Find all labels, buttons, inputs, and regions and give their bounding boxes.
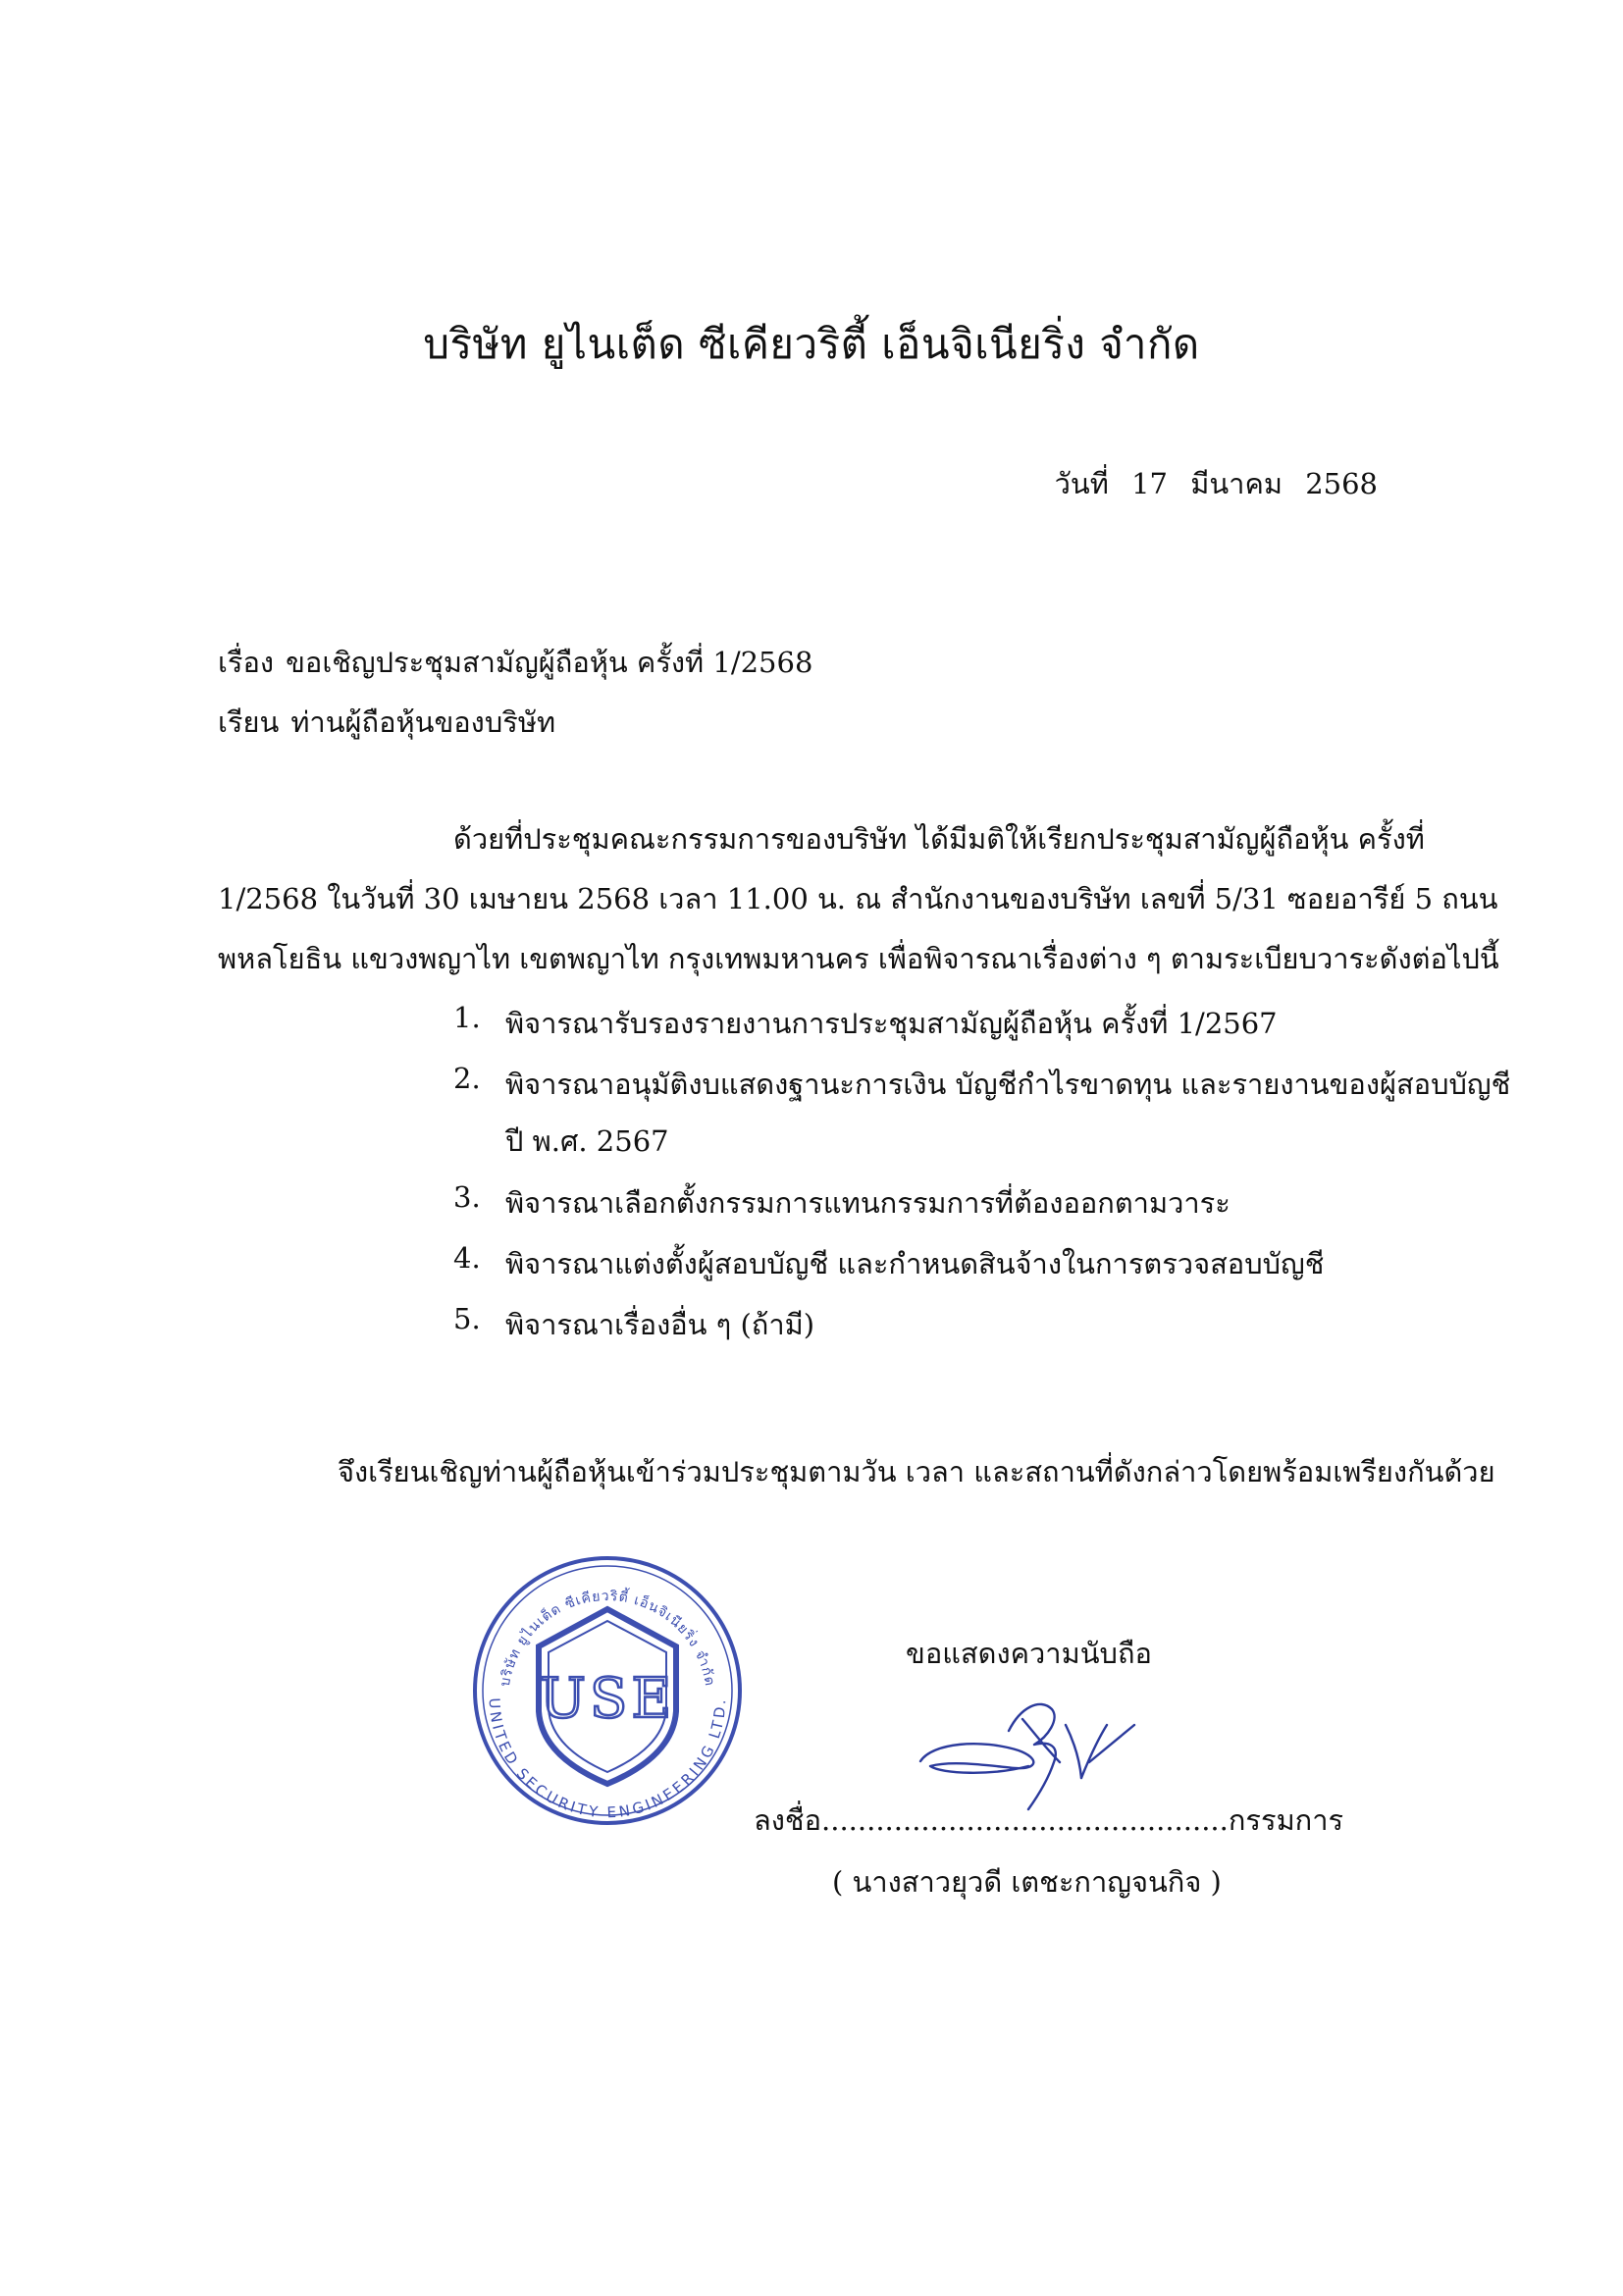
signature-line: ลงชื่อ.............................................กรรมการ — [754, 1803, 1344, 1837]
regards-text: ขอแสดงความนับถือ — [906, 1637, 1152, 1670]
letter-date — [1055, 461, 1378, 506]
handwritten-signature-icon — [913, 1668, 1148, 1815]
agenda-item-continuation: ปี พ.ศ. 2567 — [505, 1124, 669, 1158]
subject-label: เรื่อง — [218, 646, 275, 679]
body-paragraph-line: ด้วยที่ประชุมคณะกรรมการของบริษัท ได้มีมติให้เรียกประชุมสามัญผู้ถือหุ้น ครั้งที่ — [453, 822, 1425, 856]
signer-name: ( นางสาวยุวดี เตชะกาญจนกิจ ) — [832, 1865, 1222, 1899]
agenda-item: พิจารณารับรองรายงานการประชุมสามัญผู้ถือหุ้น ครั้งที่ 1/2567 — [505, 1007, 1278, 1040]
seal-logo-text: USE — [539, 1667, 676, 1731]
agenda-item: พิจารณาอนุมัติงบแสดงฐานะการเงิน บัญชีกำไรขาดทุน และรายงานของผู้สอบบัญชี — [505, 1068, 1511, 1101]
subject-line — [218, 640, 812, 685]
date-month: มีนาคม — [1190, 467, 1283, 500]
body-paragraph-line: พหลโยธิน แขวงพญาไท เขตพญาไท กรุงเทพมหานคร เพื่อพิจารณาเรื่องต่าง ๆ ตามระเบียบวาระดังต่อไปนี้ — [218, 942, 1499, 975]
salutation-text: ท่านผู้ถือหุ้นของบริษัท — [290, 705, 556, 739]
agenda-number: 2. — [453, 1062, 481, 1095]
seal-top-text: บริษัท ยูไนเต็ด ซีเคียวริตี้ เอ็นจิเนียริ่ง จำกัด — [497, 1588, 718, 1689]
body-paragraph-line: 1/2568 ในวันที่ 30 เมษายน 2568 เวลา 11.00 น. ณ สำนักงานของบริษัท เลขที่ 5/31 ซอยอารีย์ 5 ถนน — [218, 882, 1498, 915]
agenda-number: 1. — [453, 1001, 481, 1034]
subject-text: ขอเชิญประชุมสามัญผู้ถือหุ้น ครั้งที่ 1/2568 — [286, 646, 813, 679]
agenda-item: พิจารณาเรื่องอื่น ๆ (ถ้ามี) — [505, 1308, 815, 1341]
date-year: 2568 — [1305, 467, 1378, 500]
date-prefix: วันที่ — [1054, 467, 1109, 500]
agenda-number: 3. — [453, 1180, 481, 1214]
date-day: 17 — [1131, 467, 1168, 500]
company-seal-icon — [469, 1552, 746, 1829]
company-name: บริษัท ยูไนเต็ด ซีเคียวริตี้ เอ็นจิเนียริ่ง จำกัด — [423, 320, 1200, 368]
closing-paragraph: จึงเรียนเชิญท่านผู้ถือหุ้นเข้าร่วมประชุมตามวัน เวลา และสถานที่ดังกล่าวโดยพร้อมเพรียงกันด้วย — [338, 1455, 1495, 1488]
agenda-item: พิจารณาแต่งตั้งผู้สอบบัญชี และกำหนดสินจ้างในการตรวจสอบบัญชี — [505, 1247, 1325, 1280]
salutation-label: เรียน — [218, 705, 280, 739]
agenda-number: 4. — [453, 1241, 481, 1275]
agenda-item: พิจารณาเลือกตั้งกรรมการแทนกรรมการที่ต้องออกตามวาระ — [505, 1186, 1230, 1220]
seal-bottom-text: UNITED SECURITY ENGINEERING LTD. — [485, 1697, 730, 1822]
salutation-line — [218, 700, 555, 745]
agenda-number: 5. — [453, 1302, 481, 1335]
